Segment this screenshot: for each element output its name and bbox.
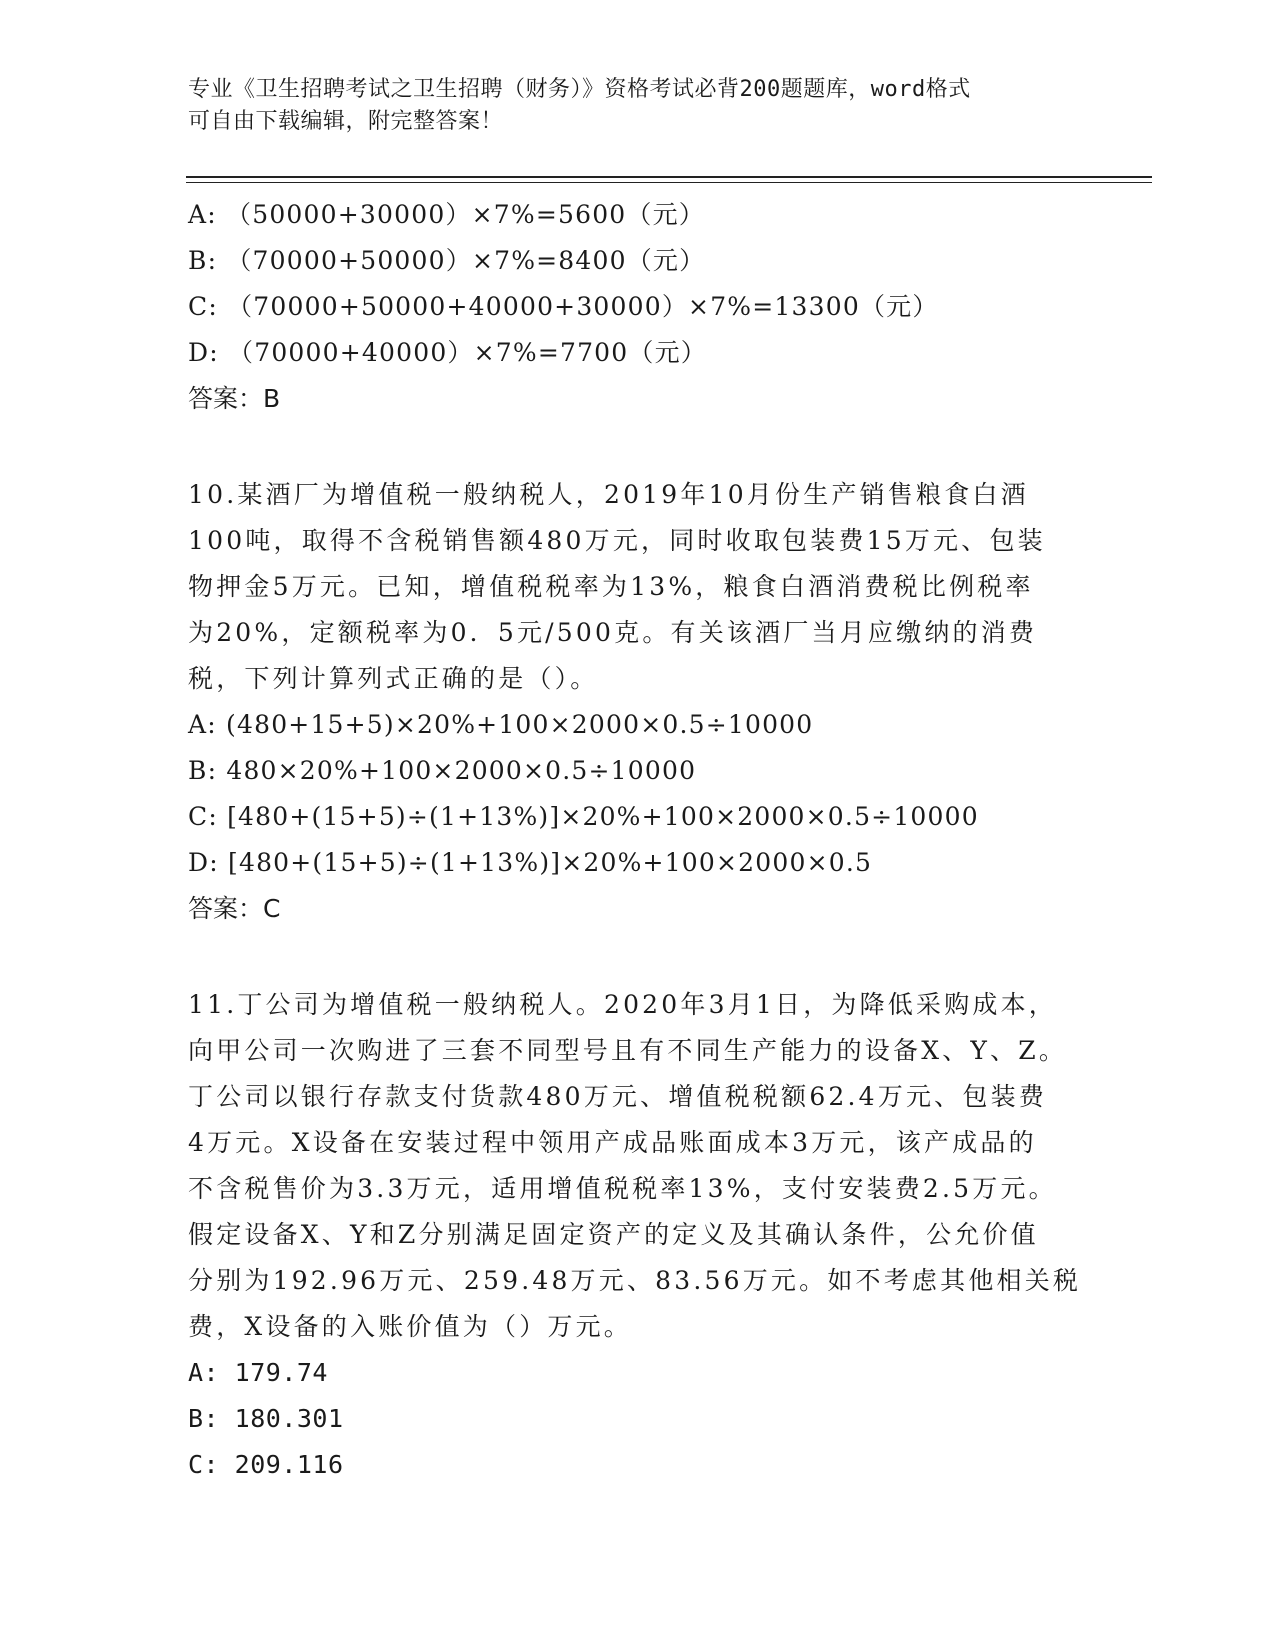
question-9-option-c: C: （70000+50000+40000+30000）×7%=13300（元） — [188, 292, 939, 321]
document-header — [188, 74, 1068, 138]
question-11-option-b: B: 180.301 — [188, 1404, 344, 1433]
question-content — [188, 192, 1082, 1488]
header-title-line-1: 专业《卫生招聘考试之卫生招聘（财务）》资格考试必背200题题库，word格式 — [188, 77, 971, 102]
question-9-answer: 答案：B — [188, 384, 281, 413]
question-10-text-line: 税，下列计算列式正确的是（）。 — [188, 664, 599, 693]
question-11-text-line: 向甲公司一次购进了三套不同型号且有不同生产能力的设备X、Y、Z。 — [188, 1036, 1068, 1065]
question-11-option-c: C: 209.116 — [188, 1450, 344, 1479]
question-9-option-d: D: （70000+40000）×7%=7700（元） — [188, 338, 707, 367]
question-10-text-line: 10.某酒厂为增值税一般纳税人，2019年10月份生产销售粮食白酒 — [188, 480, 1029, 509]
question-10-text-line: 100吨，取得不含税销售额480万元，同时收取包装费15万元、包装 — [188, 526, 1046, 555]
header-divider-thin — [186, 182, 1152, 183]
question-11-text-line: 11.丁公司为增值税一般纳税人。2020年3月1日，为降低采购成本， — [188, 990, 1057, 1019]
question-10-option-a: A: (480+15+5)×20%+100×2000×0.5÷10000 — [188, 710, 814, 739]
question-10-answer: 答案：C — [188, 894, 281, 923]
question-11-text-line: 不含税售价为3.3万元，适用增值税税率13%，支付安装费2.5万元。 — [188, 1174, 1057, 1203]
question-11-text-line: 4万元。X设备在安装过程中领用产成品账面成本3万元，该产成品的 — [188, 1128, 1037, 1157]
question-9-block — [188, 192, 1078, 422]
question-10-option-d: D: [480+(15+5)÷(1+13%)]×20%+100×2000×0.5 — [188, 848, 873, 877]
question-9-option-a: A: （50000+30000）×7%=5600（元） — [188, 200, 706, 229]
spacer — [188, 932, 1078, 982]
question-10-option-c: C: [480+(15+5)÷(1+13%)]×20%+100×2000×0.5÷10000 — [188, 802, 979, 831]
question-11-block — [188, 982, 1082, 1488]
question-10-text-line: 为20%，定额税率为0．5元/500克。有关该酒厂当月应缴纳的消费 — [188, 618, 1038, 647]
question-9-option-b: B: （70000+50000）×7%=8400（元） — [188, 246, 706, 275]
question-10-block — [188, 472, 1078, 932]
question-11-text-line: 假定设备X、Y和Z分别满足固定资产的定义及其确认条件，公允价值 — [188, 1220, 1039, 1249]
question-10-text-line: 物押金5万元。已知，增值税税率为13%，粮食白酒消费税比例税率 — [188, 572, 1034, 601]
question-10-option-b: B: 480×20%+100×2000×0.5÷10000 — [188, 756, 697, 785]
header-title-line-2: 可自由下载编辑，附完整答案！ — [188, 109, 504, 134]
question-11-text-line: 分别为192.96万元、259.48万元、83.56万元。如不考虑其他相关税 — [188, 1266, 1082, 1295]
question-11-text-line: 费，X设备的入账价值为（）万元。 — [188, 1312, 632, 1341]
header-divider-thick — [186, 176, 1152, 178]
spacer — [188, 422, 1078, 472]
question-11-text-line: 丁公司以银行存款支付货款480万元、增值税税额62.4万元、包装费 — [188, 1082, 1047, 1111]
question-11-option-a: A: 179.74 — [188, 1358, 328, 1387]
